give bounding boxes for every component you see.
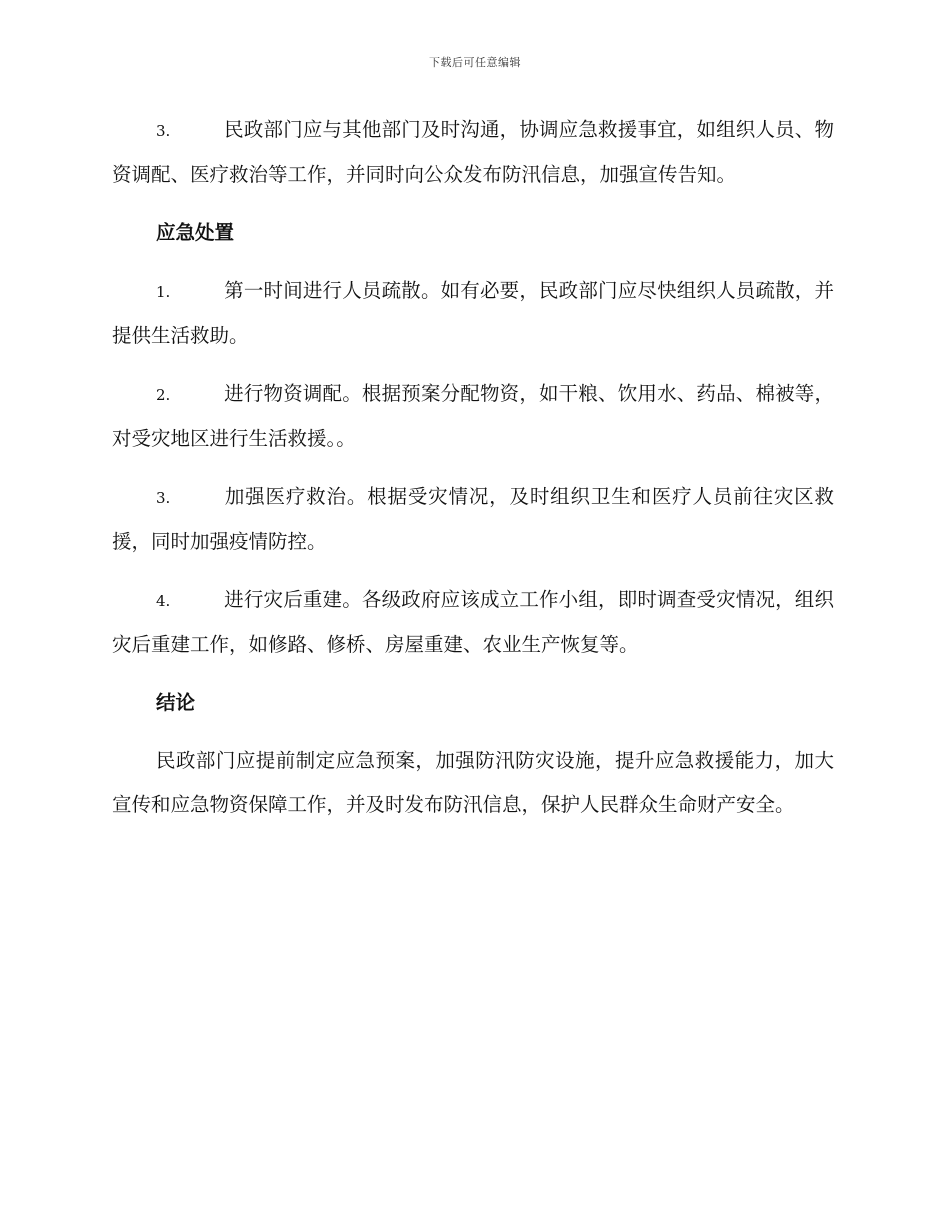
conclusion-paragraph: 民政部门应提前制定应急预案，加强防汛防灾设施，提升应急救援能力，加大宣传和应急物资保障工作，并及时发布防汛信息，保护人民群众生命财产安全。 [112, 749, 834, 816]
list-item [112, 372, 834, 461]
list-number: 4. [156, 592, 171, 610]
header-note: 下载后可任意编辑 [429, 56, 521, 69]
list-item [112, 269, 834, 358]
section-heading-conclusion: 结论 [156, 691, 196, 714]
list-text: 民政部门应与其他部门及时沟通，协调应急救援事宜，如组织人员、物资调配、医疗救治等工作，并同时向公众发布防汛信息，加强宣传告知。 [112, 118, 834, 186]
list-number: 1. [156, 283, 171, 301]
list-text: 加强医疗救治。根据受灾情况，及时组织卫生和医疗人员前往灾区救援，同时加强疫情防控。 [112, 485, 834, 553]
list-text: 进行灾后重建。各级政府应该成立工作小组，即时调查受灾情况，组织灾后重建工作，如修路、修桥、房屋重建、农业生产恢复等。 [112, 588, 834, 656]
list-number: 3. [156, 489, 171, 507]
document-body [112, 108, 834, 841]
intro-list-item [112, 108, 834, 197]
section-heading-emergency: 应急处置 [156, 221, 235, 244]
list-text: 进行物资调配。根据预案分配物资，如干粮、饮用水、药品、棉被等，对受灾地区进行生活救援。。 [112, 382, 834, 450]
list-number: 2. [156, 386, 171, 404]
list-item [112, 578, 834, 667]
list-number: 3. [156, 122, 171, 140]
list-item [112, 475, 834, 564]
list-text: 第一时间进行人员疏散。如有必要，民政部门应尽快组织人员疏散，并提供生活救助。 [112, 279, 834, 347]
